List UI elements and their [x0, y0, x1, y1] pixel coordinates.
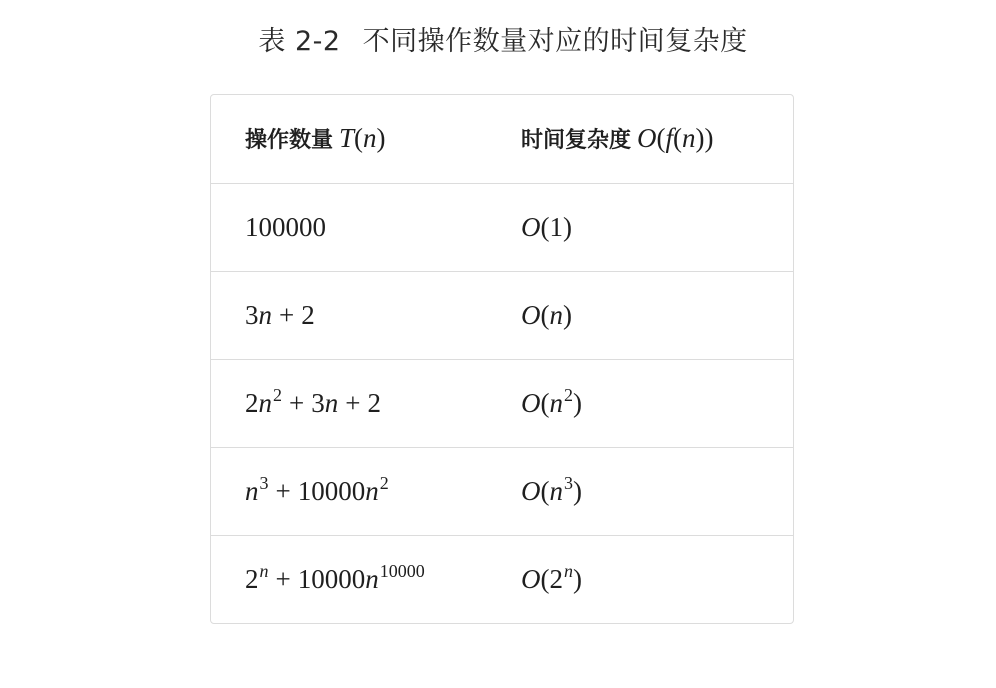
cell-operations: 100000 — [211, 183, 487, 271]
cell-operations: $2n^2 + 3n + 2$ — [211, 359, 487, 447]
table-caption — [0, 22, 996, 62]
cell-complexity: O(1) — [487, 183, 793, 271]
header-complexity — [487, 95, 793, 183]
complexity-table — [210, 94, 794, 624]
cell-complexity: O(n) — [487, 271, 793, 359]
table-row — [211, 535, 793, 623]
header-operations-label: 操作数量 — [245, 128, 334, 154]
table-header-row — [211, 95, 793, 183]
table-row — [211, 359, 793, 447]
caption-title: 不同操作数量对应的时间复杂度 — [362, 26, 748, 57]
table-row — [211, 271, 793, 359]
table-row — [211, 183, 793, 271]
header-operations — [211, 95, 487, 183]
cell-complexity: O(2$^n$) — [487, 535, 793, 623]
cell-operations: $n^3 + 10000n^2$ — [211, 447, 487, 535]
cell-operations: $2^n + 10000n^{10000}$ — [211, 535, 487, 623]
header-complexity-label: 时间复杂度 — [521, 128, 632, 154]
table-row — [211, 447, 793, 535]
cell-complexity: $O(n^2)$ — [487, 359, 793, 447]
cell-complexity: $O(n^3)$ — [487, 447, 793, 535]
header-operations-math: T(n) — [339, 123, 386, 154]
header-complexity-math: O(f(n)) — [637, 123, 714, 154]
caption-number: 表 2-2 — [258, 26, 341, 57]
cell-operations: 3n + 2 — [211, 271, 487, 359]
